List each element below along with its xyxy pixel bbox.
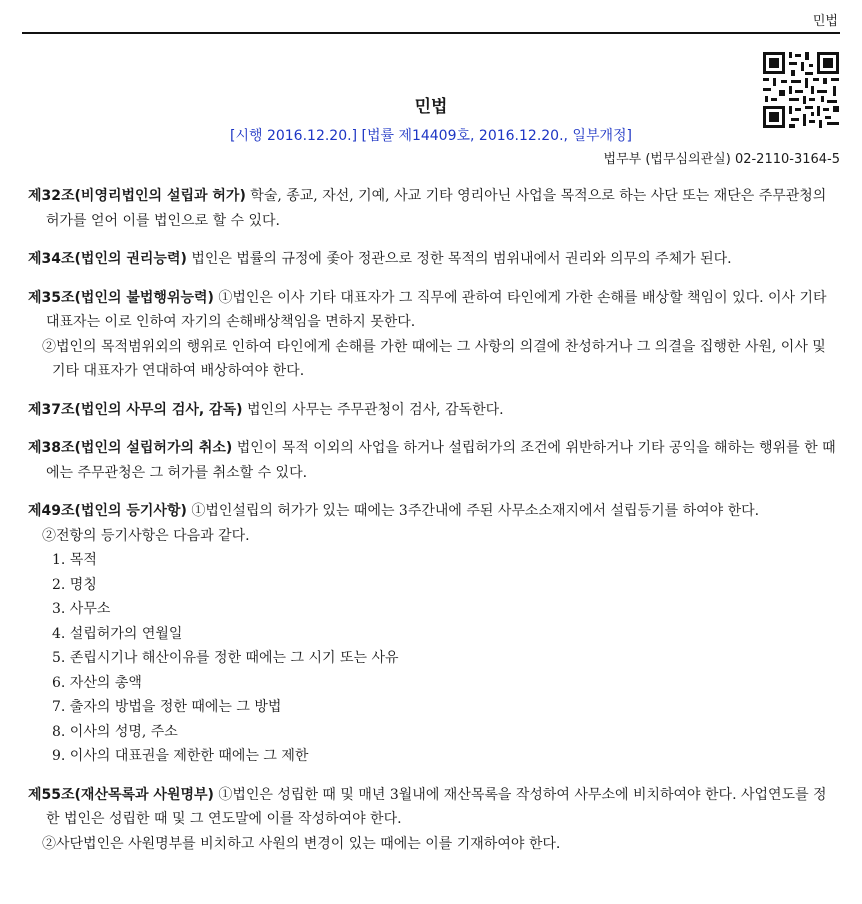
article-heading: 제49조(법인의 등기사항)	[28, 503, 187, 519]
list-item: 1. 목적	[52, 552, 97, 568]
article-paragraph: ②사단법인은 사원명부를 비치하고 사원의 변경이 있는 때에는 이를 기재하여야 한다.	[42, 835, 561, 852]
article-paragraph	[28, 783, 836, 832]
qr-code-icon	[761, 50, 841, 130]
list-item: 7. 출자의 방법을 정한 때에는 그 방법	[52, 699, 282, 715]
law-body	[28, 184, 836, 870]
article-paragraph: ②전항의 등기사항은 다음과 같다.	[42, 527, 250, 544]
article-paragraph	[28, 286, 836, 335]
list-item: 2. 명칭	[52, 576, 97, 593]
running-head: 민법	[812, 14, 838, 29]
article-35	[28, 286, 836, 384]
article-38	[28, 436, 836, 485]
article-text: ①법인은 이사 기타 대표자가 그 직무에 관하여 타인에게 가한 손해를 배상할 책임이 있다. 이사 기타 대표자는 이로 인하여 자기의 손해배상책임을 면하지 못한다.	[46, 289, 827, 330]
list-item: 6. 자산의 총액	[52, 674, 142, 691]
article-heading: 제55조(재산목록과 사원명부)	[28, 786, 214, 803]
list-item: 9. 이사의 대표권을 제한한 때에는 그 제한	[52, 748, 309, 764]
article-paragraph	[28, 184, 836, 233]
article-55	[28, 783, 836, 857]
list-item: 4. 설립허가의 연월일	[52, 625, 183, 642]
article-32	[28, 184, 836, 233]
article-paragraph	[28, 398, 836, 423]
ministry-contact: 법무부 (법무심의관실) 02-2110-3164-5	[603, 152, 840, 167]
article-text: 법인이 목적 이외의 사업을 하거나 설립허가의 조건에 위반하거나 기타 공익을 해하는 행위를 한 때에는 주무관청은 그 허가를 취소할 수 있다.	[46, 440, 836, 481]
enforcement-info: [시행 2016.12.20.] [법률 제14409호, 2016.12.20., 일부개정]	[230, 128, 632, 144]
law-title: 민법	[414, 97, 448, 117]
article-heading: 제34조(법인의 권리능력)	[28, 251, 187, 267]
article-text: ①법인설립의 허가가 있는 때에는 3주간내에 주된 사무소소재지에서 설립등기를 하여야 한다.	[186, 503, 760, 519]
article-heading: 제32조(비영리법인의 설립과 허가)	[28, 188, 246, 204]
article-37	[28, 398, 836, 423]
article-34	[28, 247, 836, 272]
article-heading: 제37조(법인의 사무의 검사, 감독)	[28, 401, 243, 418]
article-text: 학술, 종교, 자선, 기예, 사교 기타 영리아닌 사업을 목적으로 하는 사단 또는 재단은 주무관청의 허가를 얻어 이를 법인으로 할 수 있다.	[46, 188, 827, 229]
list-item: 3. 사무소	[52, 601, 111, 617]
article-heading: 제38조(법인의 설립허가의 취소)	[28, 440, 233, 456]
header-rule	[22, 32, 840, 34]
article-paragraph: ②법인의 목적범위외의 행위로 인하여 타인에게 손해를 가한 때에는 그 사항의 의결에 찬성하거나 그 의결을 집행한 사원, 이사 및 기타 대표자가 연대하여 배상하여야 한다.	[42, 338, 826, 379]
article-heading: 제35조(법인의 불법행위능력)	[28, 289, 214, 306]
article-text: 법인은 법률의 규정에 좇아 정관으로 정한 목적의 범위내에서 권리와 의무의 주체가 된다.	[186, 251, 732, 267]
article-text: ①법인은 성립한 때 및 매년 3월내에 재산목록을 작성하여 사무소에 비치하여야 한다. 사업연도를 정한 법인은 성립한 때 및 그 연도말에 이를 작성하여야 한다.	[46, 786, 827, 827]
article-paragraph	[28, 247, 836, 272]
article-paragraph	[28, 499, 836, 524]
article-text: 법인의 사무는 주무관청이 검사, 감독한다.	[242, 401, 504, 418]
list-item: 8. 이사의 성명, 주소	[52, 723, 178, 740]
article-paragraph	[28, 436, 836, 485]
article-49	[28, 499, 836, 769]
list-item: 5. 존립시기나 해산이유를 정한 때에는 그 시기 또는 사유	[52, 650, 399, 666]
